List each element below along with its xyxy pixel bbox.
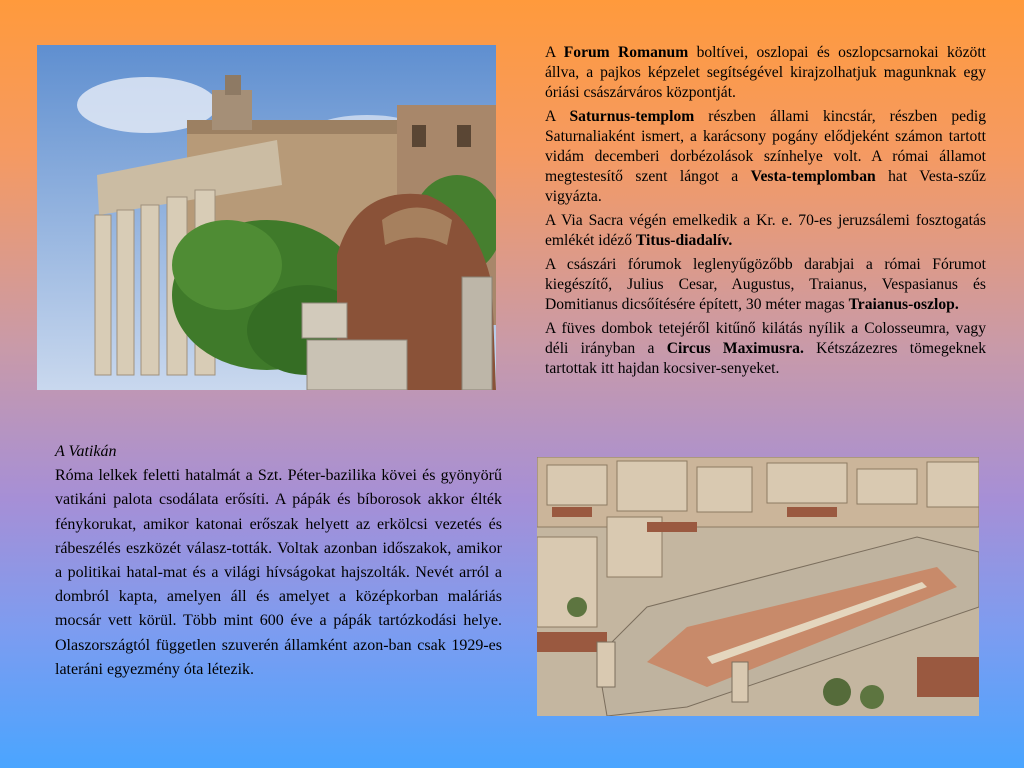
paragraph-text: boltívei, oszlopai és oszlopcsarnokai között állva, a pajkos képzelet segítségével kirajzolhatjuk magunknak egy óriási császárváros központját. — [545, 44, 986, 101]
circus-maximus-model-icon — [537, 457, 979, 716]
vatican-text-column — [55, 440, 502, 682]
vatican-heading: A Vatikán — [55, 443, 117, 460]
paragraph-text: Kétszázezres tömegeknek tartottak itt hajdan kocsiver-senyeket. — [545, 340, 986, 377]
highlighted-term: Vesta-templomban — [750, 168, 876, 185]
highlighted-term: Saturnus-templom — [569, 108, 695, 125]
highlighted-term: Circus Maximusra. — [666, 340, 804, 357]
paragraph-text: A — [545, 108, 570, 125]
forum-romanum-temple-icon — [37, 45, 496, 390]
highlighted-term: Titus-diadalív. — [635, 232, 733, 249]
forum-paragraph-1 — [545, 43, 986, 103]
paragraph-text: A Via Sacra végén emelkedik a Kr. e. 70-es jeruzsálemi fosztogatás emlékét idéző — [545, 212, 986, 249]
forum-paragraph-2 — [545, 107, 986, 207]
vatican-paragraph: Róma lelkek feletti hatalmát a Szt. Péter-bazilika kövei és gyönyörű vatikáni palota csodálata erősíti. A pápák és bíborosok akkor élték fénykorukat, amikor katonai erőszak helyett az erkölcsi vezetés és rábeszélés eszközét válasz-tották. Voltak azonban időszakok, amikor a politikai hatal-mat és a világi hívságokat hajszolták. Nevét arról a dombról kapta, amelyen áll és amelyet a középkorban maláriás mocsár vett körül. Több mint 600 éve a pápák tartózkodási helye. Olaszországtól független szuverén államként azon-ban csak 1929-es lateráni egyezmény óta létezik. — [55, 467, 502, 678]
paragraph-text: A császári fórumok leglenyűgözőbb darabjai a római Fórumot kiegészítő, Julius Cesar, Augustus, Traianus, Vespasianus és Domitianus dicsőítésére épített, 30 méter magas — [545, 256, 986, 313]
forum-paragraph-5 — [545, 319, 986, 379]
forum-romanum-photo — [37, 45, 496, 390]
highlighted-term: Forum Romanum — [563, 44, 689, 61]
circus-maximus-photo — [537, 457, 979, 716]
forum-text-column — [545, 43, 986, 383]
forum-paragraph-3 — [545, 211, 986, 251]
highlighted-term: Traianus-oszlop. — [848, 296, 959, 313]
paragraph-text: A — [545, 44, 564, 61]
paragraph-text: hat Vesta-szűz vigyázta. — [545, 168, 986, 205]
forum-paragraph-4 — [545, 255, 986, 315]
paragraph-text: A füves dombok tetejéről kitűnő kilátás nyílik a Colosseumra, vagy déli irányban a — [545, 320, 986, 357]
paragraph-text: részben állami kincstár, részben pedig Saturnaliaként ismert, a karácsony pogány elődjeként számon tartott vidám decemberi dorbézolások színhelye volt. A római államot megtestesítő szent lángot a — [545, 108, 986, 185]
